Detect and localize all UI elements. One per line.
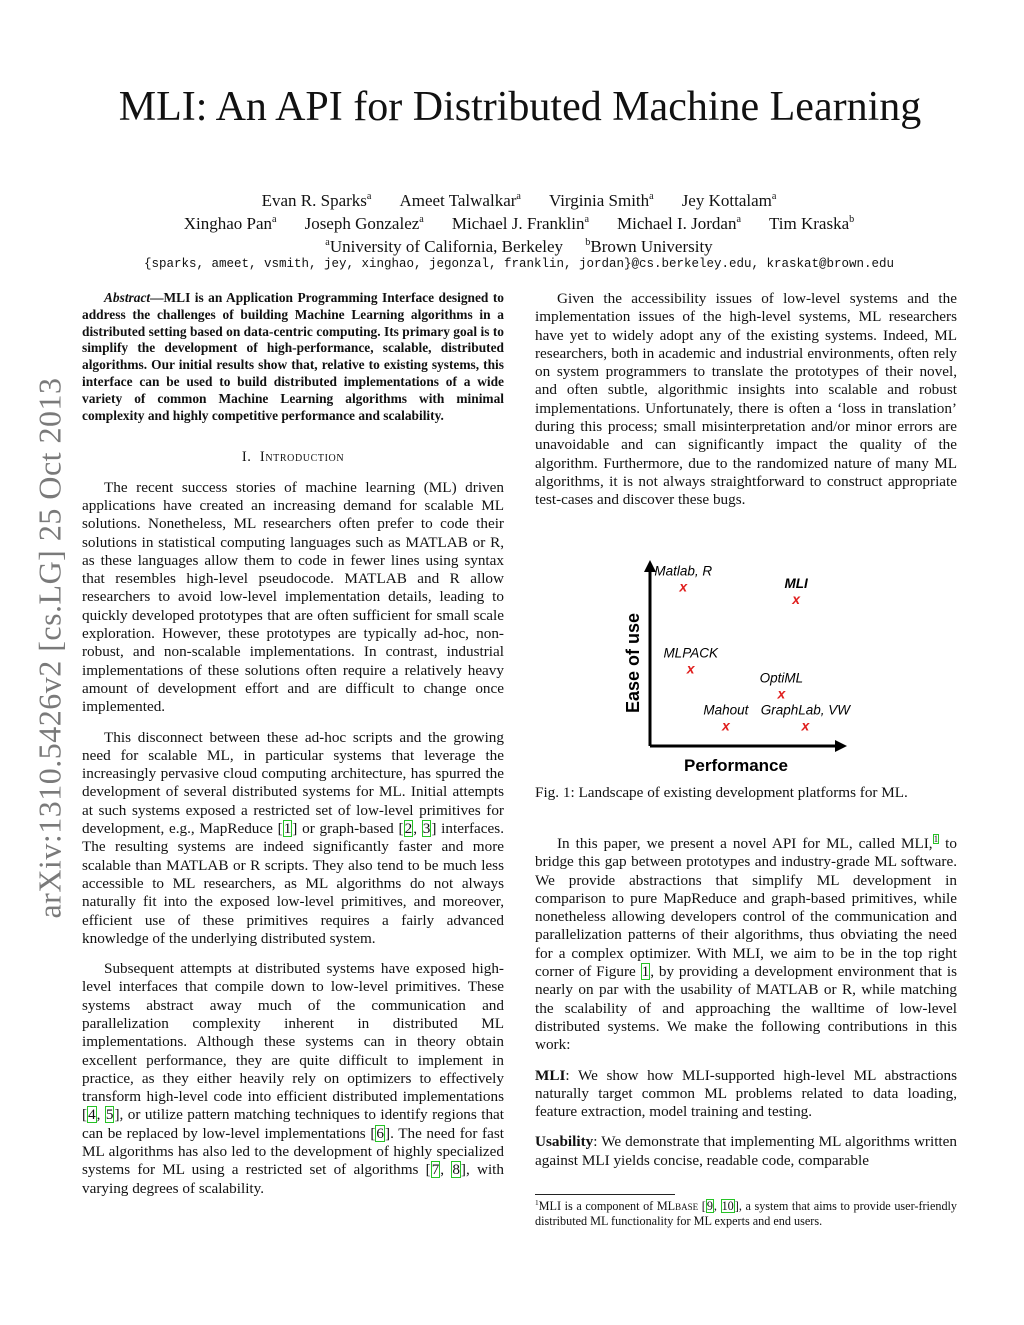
x-axis-label: Performance [684,756,788,775]
arxiv-identifier: arXiv:1310.5426v2 [cs.LG] 25 Oct 2013 [31,377,68,919]
y-axis-label: Ease of use [623,612,643,714]
citation-link[interactable]: 8 [452,1161,460,1179]
section-heading-introduction: I. Introduction [241,449,345,466]
data-point-marker: x [801,717,810,734]
citation-link[interactable]: 5 [105,1106,114,1124]
data-point-marker: x [777,685,786,702]
right-paragraph-1: Given the accessibility issues of low-level systems and the implementation issues of the high-level systems, ML researchers have yet to widely adopt any of the existing systems. Indeed, ML researchers, both in academic and industrial environments, often rely on system programmers to translate the prototypes of their novel, and often subtle, algorithmic insights into scalable and robust implementations. Unfortunately, there is often a ‘loss in translation’ during this process; small misinterpretation and/or minor errors are unavoidable and can significantly impact the quality of the algorithm. Furthermore, due to the randomized nature of many ML algorithms, it is not always straightforward to construct appropriate test-cases and discover these bugs. [535,290,957,509]
data-point-marker: x [686,660,695,677]
citation-link[interactable]: 10 [721,1199,734,1213]
point-label: Mahout [703,702,749,718]
author-name: Michael J. Franklin$^a$ [451,213,590,233]
citation-link[interactable]: 3 [422,820,431,838]
contribution-mli: MLI: We show how MLI-supported high-level ML abstractions naturally target common ML problems related to data loading, feature extraction, model training and testing. [535,1066,957,1121]
citation-link[interactable]: 1 [283,820,292,838]
point-label: Matlab, R [654,563,713,579]
right-column-top [535,290,957,522]
point-label: GraphLab, VW [760,702,851,718]
intro-paragraph-1: The recent success stories of machine learning (ML) driven applications have created an increasing demand for scalable ML solutions. Nonetheless, ML researchers often prefer to code their solutions in statistical computing languages such as MATLAB or R, as these languages allow them to code in fewer lines using syntax that resembles high-level pseudocode. MATLAB and R allow researchers to avoid low-level implementation details, leading to quickly developed prototypes that are often sufficient for small scale exploration. However, these prototypes are typically ad-hoc, non-robust, and non-scalable implementations. In contrast, industrial implementations of these solutions often require a relatively heavy amount of development effort and are difficult to change once implemented. [82,478,504,716]
author-name: Ameet Talwalkar$^a$ [399,190,521,210]
citation-link[interactable]: 6 [376,1124,384,1142]
footnote: $^1$MLI is a component of MLbase [9, 10], a system that aims to provide user-friendly distributed ML functionality for ML experts and end users. [535,1197,958,1228]
figure-1-chart [620,548,860,780]
author-row-1 [60,190,978,212]
author-name: Michael I. Jordan$^a$ [617,213,741,233]
right-column-bottom [535,835,957,1182]
affiliation-b: $^b$Brown University [585,236,713,256]
affiliation-a: $^a$University of California, Berkeley [325,236,564,256]
footnote-link[interactable]: 1 [933,833,939,844]
abstract: Abstract—MLI is an Application Programming Interface designed to address the challenges of building Machine Learning algorithms in a distributed setting based on data-centric computing. Its primary goal is to simplify the development of high-performance, scalable, distributed algorithms. Our initial results show that, relative to existing systems, this interface can be used to build distributed implementations of a wide variety of common Machine Learning algorithms with minimal complexity and highly competitive performance and scalability. [82,290,504,423]
data-point-marker: x [721,717,730,734]
point-label: OptiML [759,670,804,686]
citation-link[interactable]: 7 [431,1161,440,1179]
citation-link[interactable]: 4 [88,1106,96,1124]
x-axis-arrow-icon [835,740,847,752]
affiliations [60,236,978,258]
data-point-marker: x [792,591,801,608]
paper-title: MLI: An API for Distributed Machine Learning [118,84,922,130]
author-name: Xinghao Pan$^a$ [183,213,277,233]
author-emails: {sparks, ameet, vsmith, jey, xinghao, jegonzal, franklin, jordan}@cs.berkeley.edu, kraskat@brown.edu [143,257,895,271]
author-row-2 [60,213,978,235]
intro-paragraph-3: Subsequent attempts at distributed systems have exposed high-level interfaces that compile down to low-level primitives. These systems abstract away much of the communication and parallelization complexity inherent in distributed ML implementations. Although these systems can in theory obtain excellent performance, they are quite difficult to implement in practice, as they either heavily rely on optimizers to effectively transform high-level code into efficient distributed implementations [4, 5], or utilize pattern matching techniques to identify regions that can be replaced by low-level implementations [6]. The need for fast ML algorithms has also led to the development of highly specialized systems for ML using a restricted set of algorithms [7, 8], with varying degrees of scalability. [82,960,504,1197]
intro-paragraph-2: This disconnect between these ad-hoc scripts and the growing need for scalable ML, in particular systems that leverage the increasingly pervasive cloud computing architecture, has spurred the development of several distributed systems for ML. Initial attempts at such systems exposed a restricted set of low-level primitives for development, e.g., MapReduce [1] or graph-based [2, 3] interfaces. The resulting systems are indeed significantly faster and more scalable than MATLAB or R scripts. They also tend to be much less accessible to ML researchers, as ML algorithms do not always naturally fit into the exposed low-level primitives, and moreover, efficient use of these primitives requires a fairly advanced knowledge of the underlying distributed system. [82,728,504,947]
figure-1-caption: Fig. 1: Landscape of existing development platforms for ML. [535,784,908,801]
citation-link[interactable]: 9 [706,1199,713,1213]
data-point-marker: x [679,578,688,595]
figure-link[interactable]: 1 [641,963,650,981]
author-name: Joseph Gonzalez$^a$ [304,213,424,233]
left-column [82,290,504,1210]
point-label: MLPACK [663,645,718,661]
author-name: Jey Kottalam$^a$ [681,190,777,210]
citation-link[interactable]: 2 [404,820,413,838]
author-name: Tim Kraska$^b$ [769,213,855,233]
author-name: Evan R. Sparks$^a$ [261,190,372,210]
footnote-rule [535,1194,675,1195]
point-label: MLI [784,576,808,592]
contribution-usability: Usability: We demonstrate that implementing ML algorithms written against MLI yields concise, readable code, comparable [535,1133,957,1169]
right-paragraph-2: In this paper, we present a novel API for ML, called MLI,$^1$ to bridge this gap between prototypes and industry-grade ML software. We provide abstractions that simplify ML development in comparison to pure MapReduce and graph-based primitives, while nonetheless allowing developers control of the communication and parallelization patterns of their algorithms, thus obviating the need for a complex optimizer. With MLI, we aim to be in the top right corner of Figure 1, by providing a development environment that is nearly on par with the usability of MATLAB or R, while matching the scalability of and approaching the walltime of low-level distributed systems. We make the following contributions in this work: [535,833,957,1054]
author-name: Virginia Smith$^a$ [548,190,654,210]
